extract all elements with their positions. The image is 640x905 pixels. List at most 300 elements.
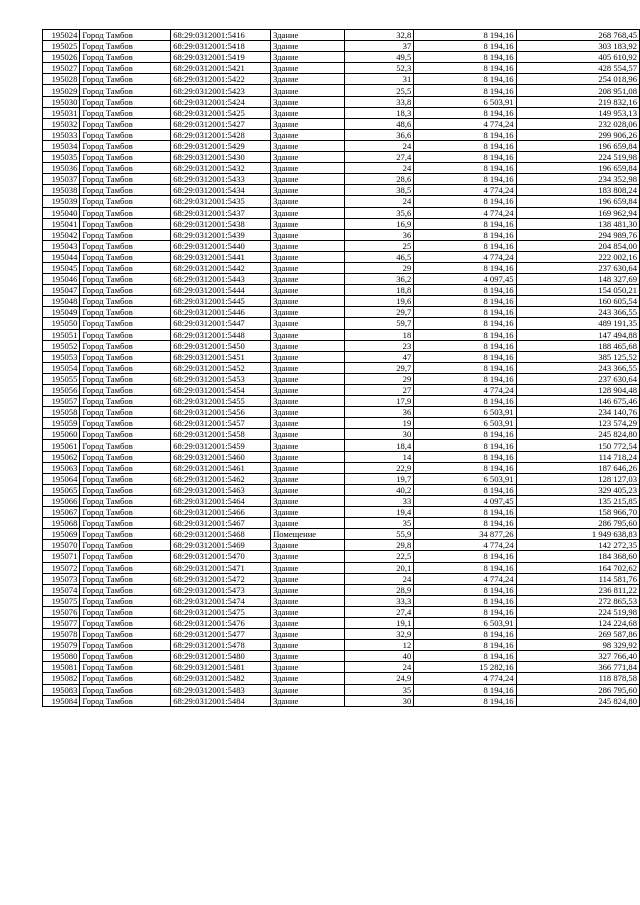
object-type-cell: Здание [271,218,345,229]
row-id-cell: 195077 [43,617,80,628]
row-id-cell: 195059 [43,418,80,429]
object-type-cell: Здание [271,684,345,695]
table-row [43,96,640,107]
city-cell: Город Тамбов [80,418,171,429]
object-type-cell: Здание [271,329,345,340]
row-id-cell: 195031 [43,107,80,118]
table-row [43,529,640,540]
cadastral-value-cell: 232 028,06 [516,118,639,129]
cadastral-value-cell: 158 966,70 [516,507,639,518]
cadastral-value-cell: 147 494,88 [516,329,639,340]
cadastral-value-cell: 299 906,26 [516,129,639,140]
table-row [43,407,640,418]
object-type-cell: Здание [271,451,345,462]
city-cell: Город Тамбов [80,495,171,506]
cadastral-value-cell: 405 610,92 [516,52,639,63]
table-row [43,584,640,595]
cadastral-number-cell: 68:29:0312001:5418 [171,41,271,52]
city-cell: Город Тамбов [80,41,171,52]
cadastral-number-cell: 68:29:0312001:5456 [171,407,271,418]
table-row [43,74,640,85]
table-row [43,451,640,462]
specific-value-cell: 8 194,16 [414,340,516,351]
cadastral-number-cell: 68:29:0312001:5433 [171,174,271,185]
city-cell: Город Тамбов [80,251,171,262]
cadastral-number-cell: 68:29:0312001:5464 [171,495,271,506]
area-cell: 29 [344,373,414,384]
city-cell: Город Тамбов [80,584,171,595]
row-id-cell: 195080 [43,651,80,662]
city-cell: Город Тамбов [80,85,171,96]
cadastral-number-cell: 68:29:0312001:5453 [171,373,271,384]
area-cell: 33 [344,495,414,506]
table-row [43,218,640,229]
city-cell: Город Тамбов [80,385,171,396]
table-row [43,673,640,684]
table-row [43,373,640,384]
cadastral-value-cell: 222 002,16 [516,251,639,262]
object-type-cell: Здание [271,107,345,118]
cadastral-value-cell: 146 675,46 [516,396,639,407]
city-cell: Город Тамбов [80,340,171,351]
object-type-cell: Здание [271,185,345,196]
table-row [43,196,640,207]
object-type-cell: Здание [271,262,345,273]
specific-value-cell: 8 194,16 [414,373,516,384]
cadastral-number-cell: 68:29:0312001:5428 [171,129,271,140]
cadastral-number-cell: 68:29:0312001:5443 [171,274,271,285]
specific-value-cell: 8 194,16 [414,351,516,362]
row-id-cell: 195056 [43,385,80,396]
cadastral-value-cell: 184 368,60 [516,551,639,562]
city-cell: Город Тамбов [80,540,171,551]
specific-value-cell: 8 194,16 [414,551,516,562]
area-cell: 18,3 [344,107,414,118]
area-cell: 30 [344,695,414,706]
specific-value-cell: 6 503,91 [414,96,516,107]
object-type-cell: Здание [271,63,345,74]
table-row [43,240,640,251]
table-row [43,617,640,628]
city-cell: Город Тамбов [80,140,171,151]
specific-value-cell: 8 194,16 [414,362,516,373]
specific-value-cell: 8 194,16 [414,218,516,229]
area-cell: 36,2 [344,274,414,285]
cadastral-value-cell: 385 125,52 [516,351,639,362]
row-id-cell: 195041 [43,218,80,229]
city-cell: Город Тамбов [80,462,171,473]
specific-value-cell: 8 194,16 [414,74,516,85]
cadastral-value-cell: 208 951,08 [516,85,639,96]
object-type-cell: Здание [271,251,345,262]
area-cell: 31 [344,74,414,85]
object-type-cell: Здание [271,562,345,573]
cadastral-value-cell: 286 795,60 [516,518,639,529]
city-cell: Город Тамбов [80,351,171,362]
table-row [43,52,640,63]
specific-value-cell: 8 194,16 [414,484,516,495]
row-id-cell: 195076 [43,606,80,617]
object-type-cell: Здание [271,407,345,418]
area-cell: 32,8 [344,30,414,41]
city-cell: Город Тамбов [80,218,171,229]
cadastral-value-cell: 149 953,13 [516,107,639,118]
object-type-cell: Здание [271,484,345,495]
row-id-cell: 195064 [43,473,80,484]
cadastral-value-cell: 98 329,92 [516,640,639,651]
row-id-cell: 195049 [43,307,80,318]
row-id-cell: 195034 [43,140,80,151]
specific-value-cell: 8 194,16 [414,518,516,529]
cadastral-value-cell: 128 904,48 [516,385,639,396]
row-id-cell: 195083 [43,684,80,695]
specific-value-cell: 8 194,16 [414,129,516,140]
specific-value-cell: 8 194,16 [414,684,516,695]
area-cell: 27 [344,385,414,396]
cadastral-number-cell: 68:29:0312001:5445 [171,296,271,307]
area-cell: 20,1 [344,562,414,573]
object-type-cell: Здание [271,495,345,506]
table-row [43,262,640,273]
specific-value-cell: 4 097,45 [414,274,516,285]
city-cell: Город Тамбов [80,551,171,562]
row-id-cell: 195042 [43,229,80,240]
cadastral-number-cell: 68:29:0312001:5416 [171,30,271,41]
city-cell: Город Тамбов [80,529,171,540]
area-cell: 14 [344,451,414,462]
specific-value-cell: 15 282,16 [414,662,516,673]
object-type-cell: Здание [271,617,345,628]
city-cell: Город Тамбов [80,606,171,617]
specific-value-cell: 8 194,16 [414,262,516,273]
area-cell: 22,5 [344,551,414,562]
object-type-cell: Здание [271,440,345,451]
table-row [43,351,640,362]
city-cell: Город Тамбов [80,163,171,174]
row-id-cell: 195026 [43,52,80,63]
specific-value-cell: 4 097,45 [414,495,516,506]
cadastral-number-cell: 68:29:0312001:5438 [171,218,271,229]
area-cell: 35,6 [344,207,414,218]
table-row [43,329,640,340]
specific-value-cell: 8 194,16 [414,606,516,617]
object-type-cell: Здание [271,629,345,640]
specific-value-cell: 4 774,24 [414,118,516,129]
specific-value-cell: 8 194,16 [414,163,516,174]
specific-value-cell: 8 194,16 [414,695,516,706]
table-row [43,274,640,285]
city-cell: Город Тамбов [80,695,171,706]
area-cell: 12 [344,640,414,651]
table-row [43,285,640,296]
object-type-cell: Здание [271,52,345,63]
city-cell: Город Тамбов [80,129,171,140]
area-cell: 23 [344,340,414,351]
row-id-cell: 195052 [43,340,80,351]
object-type-cell: Здание [271,85,345,96]
city-cell: Город Тамбов [80,396,171,407]
specific-value-cell: 6 503,91 [414,407,516,418]
specific-value-cell: 8 194,16 [414,140,516,151]
area-cell: 38,5 [344,185,414,196]
cadastral-value-cell: 329 405,23 [516,484,639,495]
area-cell: 48,6 [344,118,414,129]
object-type-cell: Здание [271,695,345,706]
city-cell: Город Тамбов [80,684,171,695]
cadastral-number-cell: 68:29:0312001:5441 [171,251,271,262]
object-type-cell: Здание [271,351,345,362]
area-cell: 24,9 [344,673,414,684]
table-row [43,318,640,329]
cadastral-number-cell: 68:29:0312001:5427 [171,118,271,129]
cadastral-number-cell: 68:29:0312001:5435 [171,196,271,207]
cadastral-value-cell: 164 702,62 [516,562,639,573]
row-id-cell: 195058 [43,407,80,418]
row-id-cell: 195061 [43,440,80,451]
cadastral-number-cell: 68:29:0312001:5432 [171,163,271,174]
cadastral-value-cell: 254 018,96 [516,74,639,85]
row-id-cell: 195039 [43,196,80,207]
cadastral-value-cell: 243 366,55 [516,307,639,318]
table-row [43,540,640,551]
row-id-cell: 195070 [43,540,80,551]
cadastral-value-cell: 327 766,40 [516,651,639,662]
table-row [43,129,640,140]
city-cell: Город Тамбов [80,52,171,63]
cadastral-value-cell: 272 865,53 [516,595,639,606]
specific-value-cell: 8 194,16 [414,107,516,118]
cadastral-number-cell: 68:29:0312001:5473 [171,584,271,595]
table-row [43,140,640,151]
row-id-cell: 195082 [43,673,80,684]
cadastral-value-cell: 160 605,54 [516,296,639,307]
cadastral-number-cell: 68:29:0312001:5484 [171,695,271,706]
table-row [43,118,640,129]
table-row [43,163,640,174]
row-id-cell: 195066 [43,495,80,506]
specific-value-cell: 8 194,16 [414,240,516,251]
table-row [43,396,640,407]
object-type-cell: Здание [271,362,345,373]
specific-value-cell: 8 194,16 [414,640,516,651]
cadastral-value-cell: 219 832,16 [516,96,639,107]
row-id-cell: 195046 [43,274,80,285]
area-cell: 29,8 [344,540,414,551]
city-cell: Город Тамбов [80,185,171,196]
area-cell: 36 [344,229,414,240]
table-row [43,573,640,584]
object-type-cell: Здание [271,229,345,240]
specific-value-cell: 4 774,24 [414,251,516,262]
object-type-cell: Здание [271,640,345,651]
cadastral-value-table [42,29,640,707]
area-cell: 25 [344,240,414,251]
area-cell: 30 [344,429,414,440]
city-cell: Город Тамбов [80,373,171,384]
area-cell: 24 [344,662,414,673]
specific-value-cell: 4 774,24 [414,573,516,584]
cadastral-value-cell: 196 659,84 [516,196,639,207]
specific-value-cell: 6 503,91 [414,617,516,628]
table-row [43,429,640,440]
area-cell: 59,7 [344,318,414,329]
city-cell: Город Тамбов [80,329,171,340]
table-row [43,307,640,318]
row-id-cell: 195063 [43,462,80,473]
cadastral-value-cell: 269 587,86 [516,629,639,640]
cadastral-number-cell: 68:29:0312001:5451 [171,351,271,362]
row-id-cell: 195033 [43,129,80,140]
row-id-cell: 195054 [43,362,80,373]
table-row [43,662,640,673]
object-type-cell: Здание [271,174,345,185]
row-id-cell: 195074 [43,584,80,595]
area-cell: 18,4 [344,440,414,451]
specific-value-cell: 8 194,16 [414,629,516,640]
cadastral-number-cell: 68:29:0312001:5477 [171,629,271,640]
row-id-cell: 195043 [43,240,80,251]
specific-value-cell: 8 194,16 [414,296,516,307]
object-type-cell: Здание [271,673,345,684]
cadastral-number-cell: 68:29:0312001:5469 [171,540,271,551]
table-row [43,495,640,506]
object-type-cell: Здание [271,507,345,518]
table-row [43,63,640,74]
city-cell: Город Тамбов [80,174,171,185]
cadastral-value-cell: 303 183,92 [516,41,639,52]
table-row [43,440,640,451]
row-id-cell: 195048 [43,296,80,307]
cadastral-number-cell: 68:29:0312001:5439 [171,229,271,240]
cadastral-value-cell: 150 772,54 [516,440,639,451]
object-type-cell: Здание [271,473,345,484]
object-type-cell: Здание [271,418,345,429]
specific-value-cell: 8 194,16 [414,507,516,518]
row-id-cell: 195030 [43,96,80,107]
object-type-cell: Здание [271,662,345,673]
object-type-cell: Здание [271,385,345,396]
row-id-cell: 195028 [43,74,80,85]
object-type-cell: Здание [271,129,345,140]
city-cell: Город Тамбов [80,318,171,329]
object-type-cell: Здание [271,152,345,163]
cadastral-value-cell: 135 215,85 [516,495,639,506]
area-cell: 33,8 [344,96,414,107]
cadastral-value-cell: 236 811,22 [516,584,639,595]
city-cell: Город Тамбов [80,262,171,273]
cadastral-number-cell: 68:29:0312001:5454 [171,385,271,396]
table-row [43,606,640,617]
cadastral-number-cell: 68:29:0312001:5475 [171,606,271,617]
cadastral-value-cell: 124 224,68 [516,617,639,628]
cadastral-number-cell: 68:29:0312001:5461 [171,462,271,473]
specific-value-cell: 8 194,16 [414,30,516,41]
cadastral-value-cell: 243 366,55 [516,362,639,373]
specific-value-cell: 8 194,16 [414,285,516,296]
object-type-cell: Здание [271,196,345,207]
specific-value-cell: 34 877,26 [414,529,516,540]
cadastral-number-cell: 68:29:0312001:5481 [171,662,271,673]
object-type-cell: Здание [271,285,345,296]
area-cell: 18 [344,329,414,340]
table-row [43,562,640,573]
specific-value-cell: 4 774,24 [414,673,516,684]
city-cell: Город Тамбов [80,451,171,462]
cadastral-number-cell: 68:29:0312001:5466 [171,507,271,518]
table-row [43,85,640,96]
city-cell: Город Тамбов [80,274,171,285]
row-id-cell: 195051 [43,329,80,340]
area-cell: 16,9 [344,218,414,229]
cadastral-number-cell: 68:29:0312001:5474 [171,595,271,606]
table-row [43,107,640,118]
object-type-cell: Здание [271,274,345,285]
object-type-cell: Здание [271,296,345,307]
area-cell: 55,9 [344,529,414,540]
cadastral-value-cell: 1 949 638,83 [516,529,639,540]
table-row [43,385,640,396]
object-type-cell: Здание [271,41,345,52]
cadastral-value-cell: 286 795,60 [516,684,639,695]
cadastral-value-cell: 187 646,26 [516,462,639,473]
object-type-cell: Здание [271,518,345,529]
cadastral-value-cell: 366 771,84 [516,662,639,673]
cadastral-value-cell: 169 962,94 [516,207,639,218]
row-id-cell: 195065 [43,484,80,495]
city-cell: Город Тамбов [80,662,171,673]
specific-value-cell: 8 194,16 [414,562,516,573]
city-cell: Город Тамбов [80,196,171,207]
cadastral-number-cell: 68:29:0312001:5462 [171,473,271,484]
cadastral-number-cell: 68:29:0312001:5434 [171,185,271,196]
specific-value-cell: 8 194,16 [414,174,516,185]
city-cell: Город Тамбов [80,562,171,573]
specific-value-cell: 8 194,16 [414,307,516,318]
cadastral-number-cell: 68:29:0312001:5450 [171,340,271,351]
cadastral-number-cell: 68:29:0312001:5447 [171,318,271,329]
cadastral-number-cell: 68:29:0312001:5467 [171,518,271,529]
cadastral-number-cell: 68:29:0312001:5440 [171,240,271,251]
cadastral-number-cell: 68:29:0312001:5425 [171,107,271,118]
area-cell: 49,5 [344,52,414,63]
row-id-cell: 195073 [43,573,80,584]
specific-value-cell: 8 194,16 [414,318,516,329]
city-cell: Город Тамбов [80,30,171,41]
area-cell: 29,7 [344,307,414,318]
table-row [43,251,640,262]
cadastral-number-cell: 68:29:0312001:5483 [171,684,271,695]
cadastral-value-cell: 237 630,64 [516,373,639,384]
cadastral-value-cell: 224 519,98 [516,152,639,163]
specific-value-cell: 8 194,16 [414,196,516,207]
city-cell: Город Тамбов [80,651,171,662]
table-row [43,340,640,351]
cadastral-number-cell: 68:29:0312001:5472 [171,573,271,584]
object-type-cell: Здание [271,163,345,174]
cadastral-number-cell: 68:29:0312001:5480 [171,651,271,662]
row-id-cell: 195036 [43,163,80,174]
specific-value-cell: 4 774,24 [414,540,516,551]
specific-value-cell: 8 194,16 [414,651,516,662]
cadastral-number-cell: 68:29:0312001:5458 [171,429,271,440]
table-row [43,551,640,562]
city-cell: Город Тамбов [80,74,171,85]
cadastral-number-cell: 68:29:0312001:5455 [171,396,271,407]
city-cell: Город Тамбов [80,152,171,163]
city-cell: Город Тамбов [80,229,171,240]
object-type-cell: Здание [271,30,345,41]
cadastral-value-cell: 154 050,21 [516,285,639,296]
